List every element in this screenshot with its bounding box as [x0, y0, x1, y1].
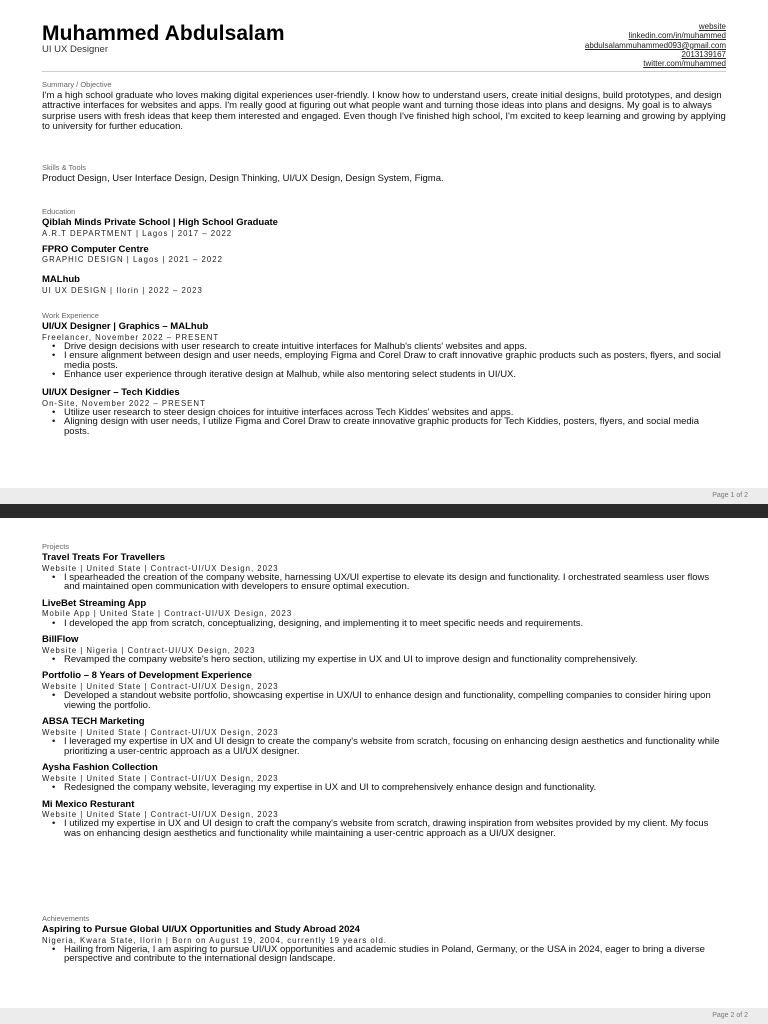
bullet-item: • Revamped the company website's hero section, utilizing my expertise in UX and UI to improve design and functionality comprehensively.	[64, 655, 726, 665]
bullet-item: • Enhance user experience through iterative design at Malhub, while also mentoring select students in UI/UX.	[64, 370, 726, 380]
project-item	[42, 800, 726, 839]
achievement-item	[42, 925, 726, 964]
project-details: Website | United State | Contract-UI/UX Design, 2023	[42, 810, 279, 820]
bullet-item: • Redesigned the company website, leveraging my expertise in UX and UI to comprehensively enhance design and functionality.	[64, 783, 726, 793]
achievement-bullets	[42, 945, 726, 964]
experience-item	[42, 322, 726, 380]
bullet-item: • I leveraged my expertise in UX and UI design to create the company's website from scratch, focusing on enhancing design aesthetics and functionality while prioritizing a user-centric approach as a UI/UX designer.	[64, 737, 726, 756]
section-label: Skills & Tools	[42, 163, 87, 172]
job-bullets	[42, 342, 726, 380]
project-details: Website | Nigeria | Contract-UI/UX Design, 2023	[42, 645, 256, 655]
website-link[interactable]: website	[698, 22, 726, 31]
job-bullets	[42, 408, 726, 437]
page-number: Page 1 of 2	[712, 492, 748, 499]
bullet-item: • Aligning design with user needs, I utilize Figma and Corel Draw to create innovative graphic products for Tech Kiddies, posters, flyers, and social media posts.	[64, 417, 726, 436]
achievements-section	[42, 914, 726, 964]
project-details: Website | United State | Contract-UI/UX Design, 2023	[42, 681, 279, 691]
project-bullets	[42, 737, 726, 756]
header-divider	[42, 71, 726, 72]
job-details: On-Site, November 2022 – PRESENT	[42, 398, 206, 408]
skills-section	[42, 163, 726, 184]
experience-section	[42, 311, 726, 437]
job-details: Freelancer, November 2022 – PRESENT	[42, 332, 220, 342]
section-label: Summary / Objective	[42, 80, 112, 89]
bullet-item: • Hailing from Nigeria, I am aspiring to pursue UI/UX opportunities and academic studies in Poland, Germany, or the USA in 2024, eager to bring a diverse perspective and contribute to the international design landscape.	[64, 945, 726, 964]
page-footer	[0, 1008, 768, 1024]
project-title: Mi Mexico Resturant	[42, 798, 135, 810]
job-title: UI/UX Designer | Graphics – MALhub	[42, 321, 209, 332]
candidate-name: Muhammed Abdulsalam	[42, 22, 285, 45]
education-title: Qiblah Minds Private School | High School Graduate	[42, 217, 278, 228]
section-label: Projects	[42, 542, 70, 551]
education-item	[42, 245, 726, 265]
projects-section	[42, 542, 726, 838]
project-title: Travel Treats For Travellers	[42, 552, 166, 563]
job-title: UI/UX Designer – Tech Kiddies	[42, 387, 180, 399]
resume-page-1	[0, 0, 768, 504]
project-details: Website | United State | Contract-UI/UX Design, 2023	[42, 727, 279, 737]
section-label: Education	[42, 207, 76, 216]
project-title: ABSA TECH Marketing	[42, 716, 145, 728]
bullet-item: • Developed a standout website portfolio, showcasing expertise in UX/UI to enhance design and functionality, compelling companies to consider hiring upon viewing the portfolio.	[64, 691, 726, 710]
project-item	[42, 671, 726, 710]
project-bullets	[42, 655, 726, 665]
page-number: Page 2 of 2	[712, 1012, 748, 1019]
skills-text: Product Design, User Interface Design, Design Thinking, UI/UX Design, Design System, Figma.	[42, 173, 444, 184]
project-title: Aysha Fashion Collection	[42, 762, 158, 774]
bullet-item: • Drive design decisions with user research to create intuitive interfaces for Malhub's clients' websites and apps.	[64, 342, 726, 352]
bullet-item: • Utilize user research to steer design choices for intuitive interfaces across Tech Kiddes' websites and apps.	[64, 408, 726, 418]
project-title: BillFlow	[42, 634, 79, 646]
project-item	[42, 717, 726, 756]
education-title: FPRO Computer Centre	[42, 243, 149, 255]
summary-section	[42, 80, 726, 132]
project-item	[42, 553, 726, 592]
email-link[interactable]: abdulsalammuhammed093@gmail.com	[584, 40, 726, 50]
project-title: Portfolio – 8 Years of Development Experience	[42, 670, 252, 682]
linkedin-link[interactable]: linkedin.com/in/muhammed	[628, 31, 726, 41]
page-footer	[0, 488, 768, 504]
candidate-role: UI UX Designer	[42, 44, 108, 55]
bullet-item: • I developed the app from scratch, conceptualizing, designing, and implementing it to meet specific needs and requirements.	[64, 619, 726, 629]
education-item	[42, 218, 726, 238]
project-item	[42, 763, 726, 792]
achievement-details: Nigeria, Kwara State, Ilorin | Born on August 19, 2004, currently 19 years old.	[42, 935, 387, 945]
education-details: GRAPHIC DESIGN | Lagos | 2021 – 2022	[42, 255, 223, 265]
project-title: LiveBet Streaming App	[42, 597, 147, 609]
section-label: Work Experience	[42, 311, 99, 320]
phone-number[interactable]: 2013139167	[681, 49, 726, 59]
project-bullets	[42, 691, 726, 710]
project-details: Website | United State | Contract-UI/UX Design, 2023	[42, 563, 279, 573]
project-details: Mobile App | United State | Contract-UI/UX Design, 2023	[42, 609, 293, 619]
summary-text: I'm a high school graduate who loves making digital experiences user-friendly. I know how to understand users, create initial designs, build prototypes, and design attractive interfaces for websites and apps. I'm really good at figuring out what people want and turning those ideas into plans and designs. My goal is to always surprise users with fresh ideas that keep them interested and engaged. Even though I've finished high school, I'm excited to keep learning and growing by applying to university for further education.	[42, 90, 726, 132]
education-details: UI UX DESIGN | Ilorin | 2022 – 2023	[42, 285, 203, 295]
bullet-item: • I utilized my expertise in UX and UI design to craft the company's website from scratch, drawing inspiration from websites provided by my client. My focus was on enhancing design aesthetics and functionality while maintaining a user-centric approach as a UI/UX designer.	[64, 819, 726, 838]
experience-item	[42, 388, 726, 436]
bullet-item: • I spearheaded the creation of the company website, harnessing UX/UI expertise to elevate its design and functionality. I orchestrated seamless user flows and maintained open communication with developers to ensure optimal execution.	[64, 573, 726, 592]
project-item	[42, 635, 726, 664]
education-title: MALhub	[42, 274, 80, 286]
bullet-item: • I ensure alignment between design and user needs, employing Figma and Corel Draw to craft innovative graphic products such as posters, flyers, and social media posts.	[64, 351, 726, 370]
education-details: A.R.T DEPARTMENT | Lagos | 2017 – 2022	[42, 228, 233, 238]
education-item	[42, 275, 726, 295]
education-section	[42, 207, 726, 295]
project-bullets	[42, 573, 726, 592]
project-details: Website | United State | Contract-UI/UX Design, 2023	[42, 773, 279, 783]
section-label: Achievements	[42, 914, 90, 923]
project-bullets	[42, 619, 726, 629]
project-bullets	[42, 783, 726, 793]
project-item	[42, 599, 726, 628]
achievement-title: Aspiring to Pursue Global UI/UX Opportunities and Study Abroad 2024	[42, 924, 360, 935]
resume-page-2	[0, 518, 768, 1024]
twitter-link[interactable]: twitter.com/muhammed	[643, 59, 726, 69]
contact-block	[585, 22, 726, 68]
project-bullets	[42, 819, 726, 838]
